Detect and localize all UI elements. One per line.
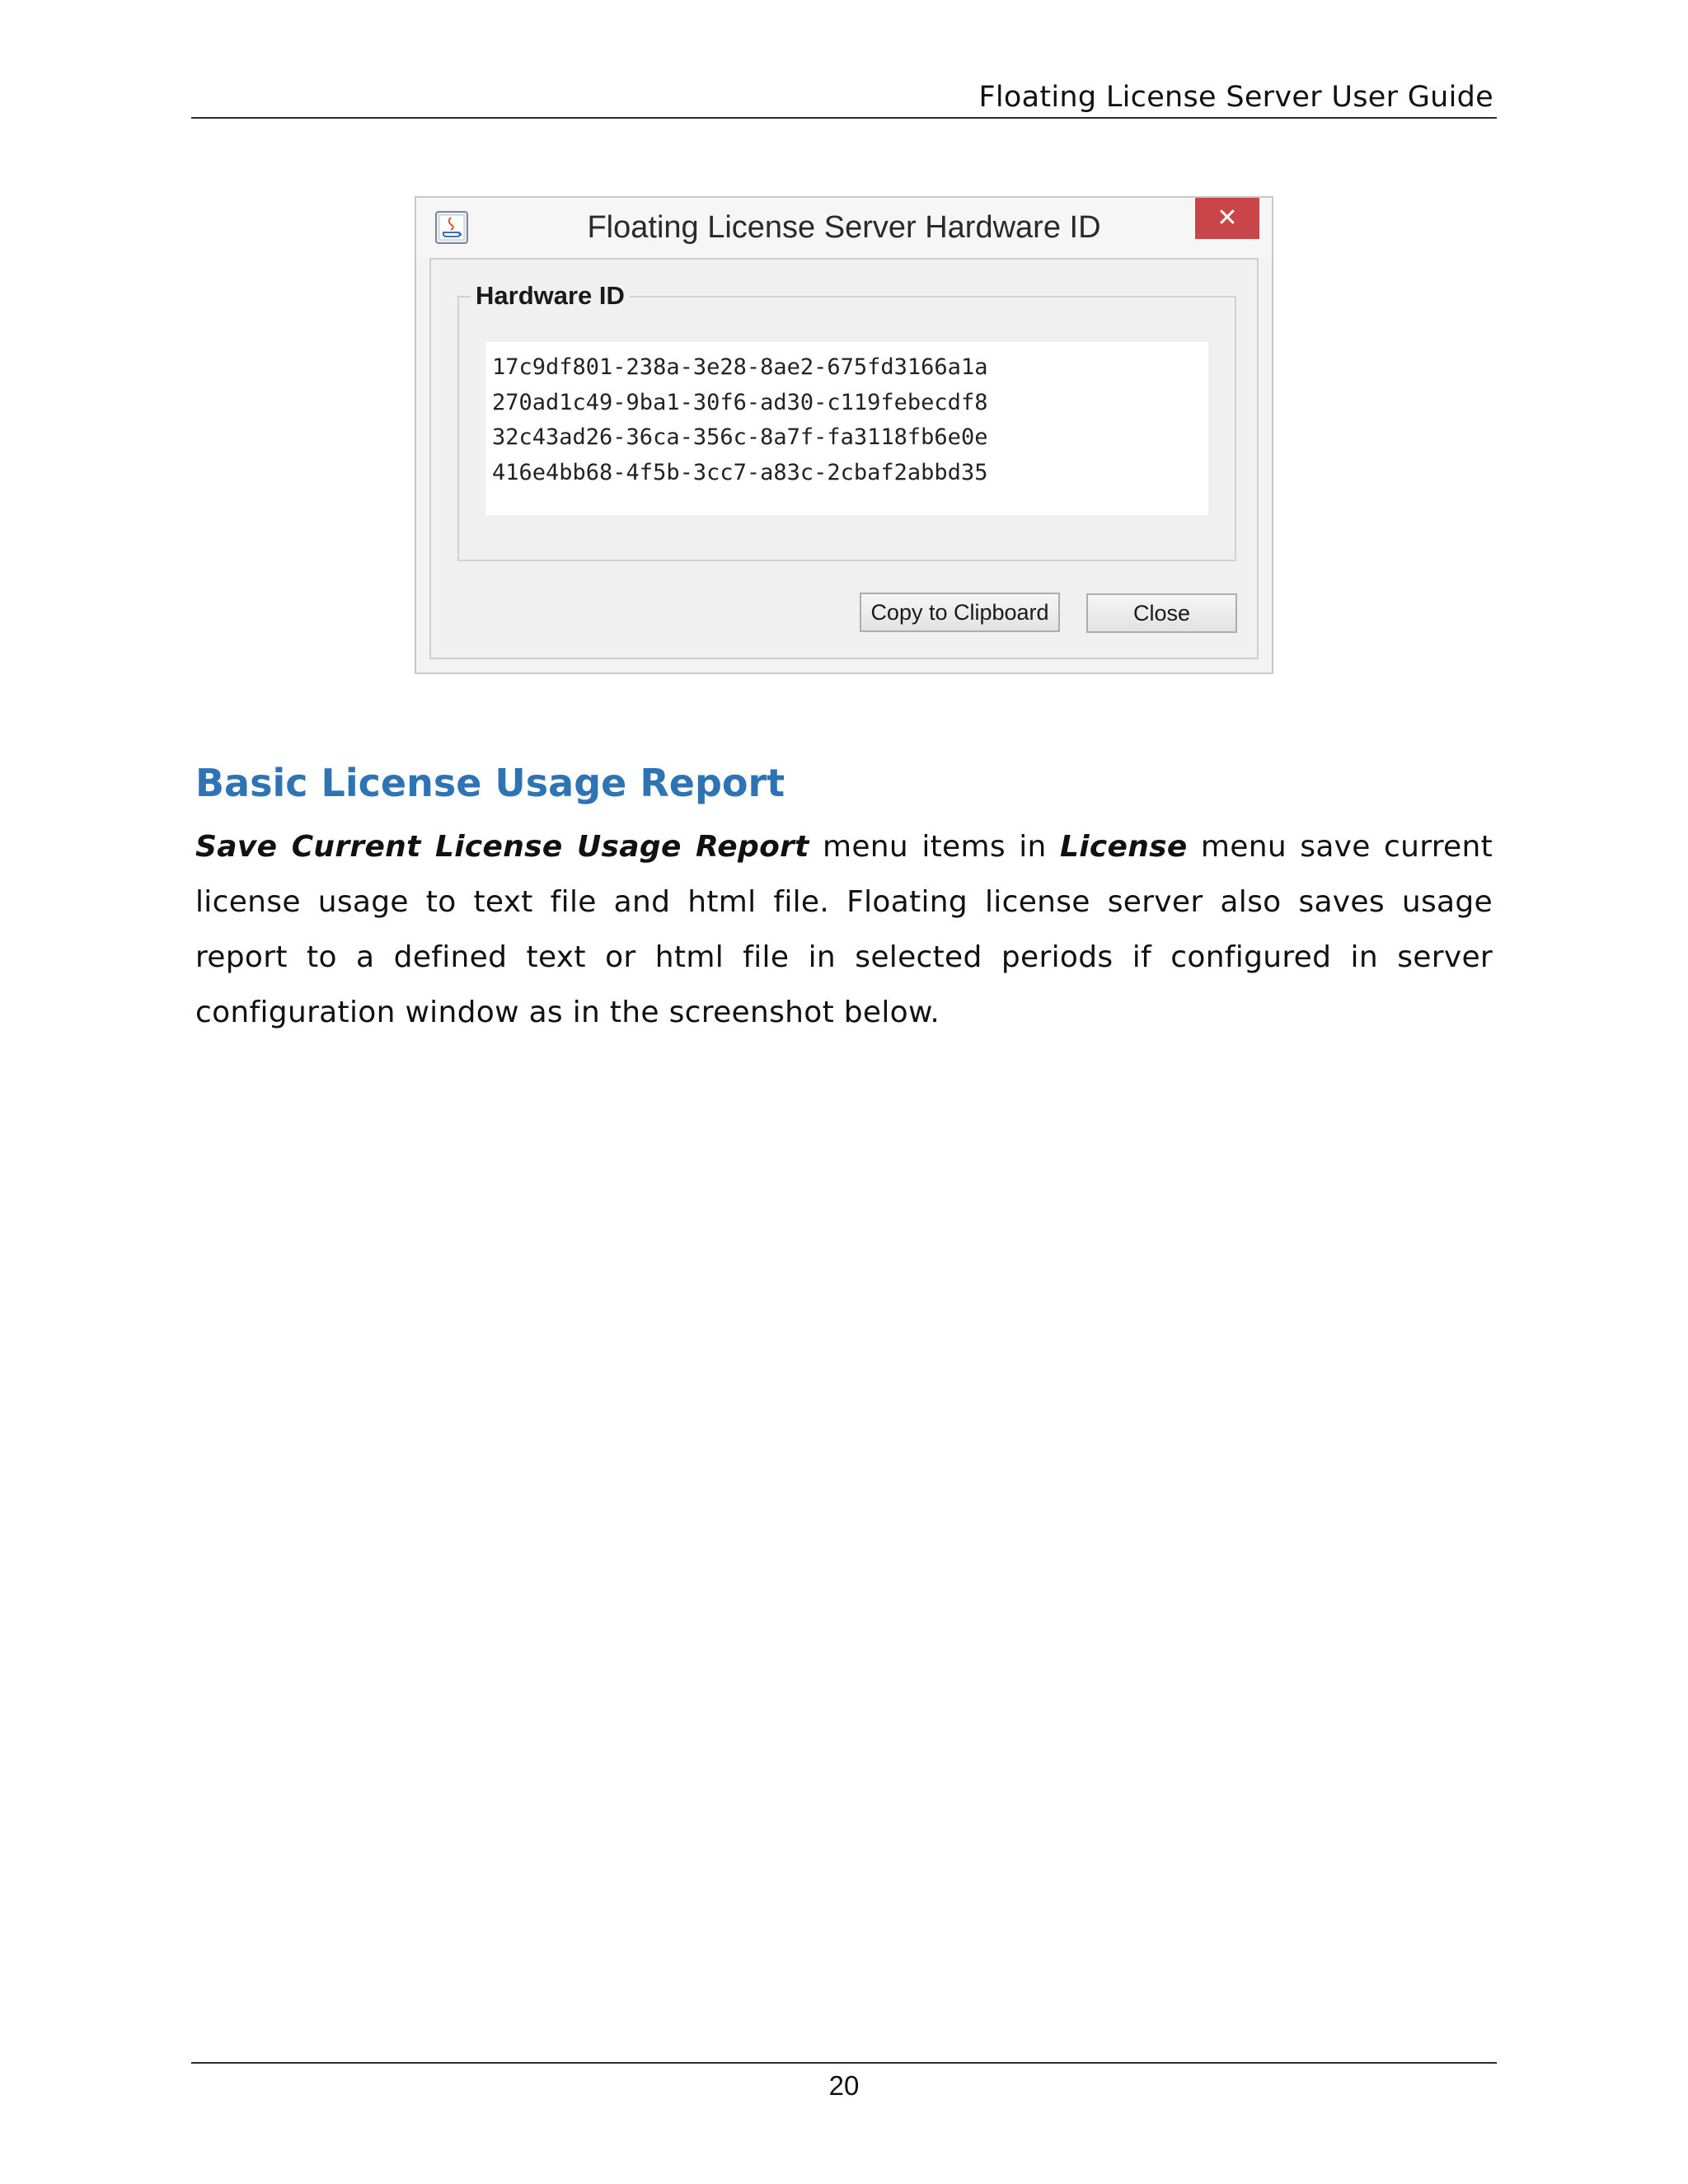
page-header [191, 79, 1497, 119]
hardware-id-dialog [415, 196, 1273, 674]
footer-rule [191, 2062, 1497, 2064]
page-number: 20 [828, 2070, 860, 2101]
hardware-id-line: 32c43ad26-36ca-356c-8a7f-fa3118fb6e0e [492, 424, 988, 450]
hardware-id-group [457, 281, 1236, 561]
menu-item-name: Save Current License Usage Report [195, 830, 809, 864]
paragraph-text: menu save current license usage to text file and html file. Floating license server also saves usage report to a defined text or html file in selected periods if configured in server configuration window as in the screenshot below. [195, 830, 1493, 1029]
copy-to-clipboard-button[interactable]: Copy to Clipboard [860, 593, 1060, 632]
section-heading: Basic License Usage Report [195, 761, 785, 805]
hardware-id-line: 17c9df801-238a-3e28-8ae2-675fd3166a1a [492, 354, 988, 380]
paragraph-text: menu items in [809, 830, 1060, 864]
page-header-title: Floating License Server User Guide [978, 81, 1493, 114]
dialog-title: Floating License Server Hardware ID [587, 210, 1101, 245]
dialog-body [429, 258, 1259, 659]
hardware-id-line: 416e4bb68-4f5b-3cc7-a83c-2cbaf2abbd35 [492, 459, 988, 485]
close-button[interactable]: Close [1086, 593, 1237, 633]
dialog-titlebar [416, 198, 1272, 257]
body-paragraph [195, 819, 1493, 1040]
menu-name: License [1059, 830, 1188, 864]
hardware-id-line: 270ad1c49-9ba1-30f6-ad30-c119febecdf8 [492, 389, 988, 415]
hardware-id-group-label: Hardware ID [471, 279, 630, 312]
close-x-button[interactable]: ✕ [1195, 198, 1259, 239]
hardware-id-text-area[interactable] [485, 342, 1208, 515]
